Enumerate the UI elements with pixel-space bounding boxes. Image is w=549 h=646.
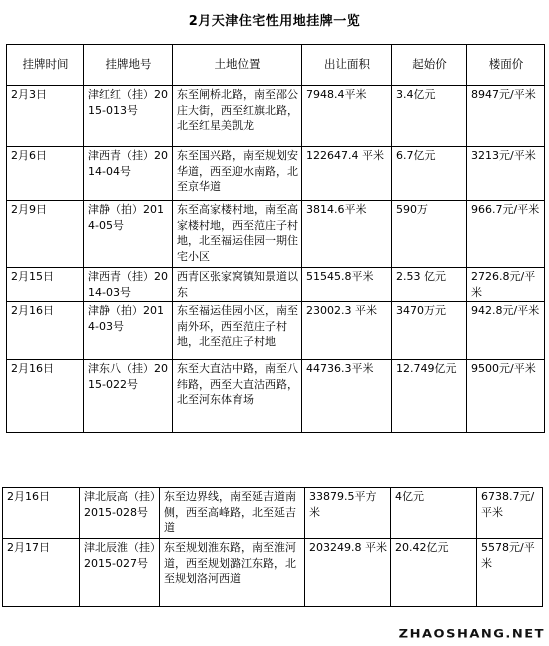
cell-time: 2月16日 bbox=[7, 360, 84, 433]
cell-start-price: 12.749亿元 bbox=[392, 360, 467, 433]
table-row bbox=[7, 268, 545, 302]
cell-lot: 津红红（挂）2015-013号 bbox=[84, 86, 173, 147]
cell-location: 东至国兴路，南至规划安华道，西至迎水南路，北至京华道 bbox=[173, 147, 302, 201]
cell-floor-price: 966.7元/平米 bbox=[467, 201, 545, 268]
table-row bbox=[7, 201, 545, 268]
cell-location: 东至边界线，南至延吉道南侧，西至高峰路，北至延吉道 bbox=[160, 488, 305, 539]
cell-start-price: 3470万元 bbox=[392, 302, 467, 360]
table-row bbox=[7, 302, 545, 360]
cell-time: 2月3日 bbox=[7, 86, 84, 147]
page-title: 2月天津住宅性用地挂牌一览 bbox=[188, 14, 361, 29]
cell-time: 2月15日 bbox=[7, 268, 84, 302]
table-row bbox=[3, 539, 543, 607]
land-listing-table bbox=[6, 44, 545, 433]
cell-time: 2月16日 bbox=[7, 302, 84, 360]
cell-lot: 津西青（挂）2014-03号 bbox=[84, 268, 173, 302]
cell-start-price: 6.7亿元 bbox=[392, 147, 467, 201]
cell-lot: 津北辰淮（挂）2015-027号 bbox=[80, 539, 160, 607]
cell-floor-price: 2726.8元/平米 bbox=[467, 268, 545, 302]
header-floor-price: 楼面价 bbox=[467, 45, 545, 86]
cell-lot: 津东八（挂）2015-022号 bbox=[84, 360, 173, 433]
header-starting-price: 起始价 bbox=[392, 45, 467, 86]
cell-floor-price: 3213元/平米 bbox=[467, 147, 545, 201]
cell-area: 44736.3平米 bbox=[302, 360, 392, 433]
cell-location: 东至大直沽中路，南至八纬路，西至大直沽西路，北至河东体育场 bbox=[173, 360, 302, 433]
land-listing-table-continued bbox=[2, 487, 543, 607]
cell-lot: 津静（拍）2014-03号 bbox=[84, 302, 173, 360]
cell-area: 7948.4平米 bbox=[302, 86, 392, 147]
header-area: 出让面积 bbox=[302, 45, 392, 86]
cell-area: 3814.6平米 bbox=[302, 201, 392, 268]
cell-area: 33879.5平方米 bbox=[305, 488, 391, 539]
cell-time: 2月17日 bbox=[3, 539, 80, 607]
cell-area: 203249.8 平米 bbox=[305, 539, 391, 607]
cell-start-price: 590万 bbox=[392, 201, 467, 268]
cell-floor-price: 6738.7元/平米 bbox=[477, 488, 543, 539]
cell-area: 51545.8平米 bbox=[302, 268, 392, 302]
cell-location: 西青区张家窝镇知景道以东 bbox=[173, 268, 302, 302]
cell-area: 23002.3 平米 bbox=[302, 302, 392, 360]
cell-floor-price: 8947元/平米 bbox=[467, 86, 545, 147]
cell-lot: 津西青（挂）2014-04号 bbox=[84, 147, 173, 201]
cell-time: 2月6日 bbox=[7, 147, 84, 201]
cell-start-price: 4亿元 bbox=[391, 488, 477, 539]
site-watermark: ZHAOSHANG.NET bbox=[398, 628, 545, 641]
cell-start-price: 3.4亿元 bbox=[392, 86, 467, 147]
cell-time: 2月9日 bbox=[7, 201, 84, 268]
table-row bbox=[7, 86, 545, 147]
cell-floor-price: 942.8元/平米 bbox=[467, 302, 545, 360]
cell-start-price: 2.53 亿元 bbox=[392, 268, 467, 302]
cell-time: 2月16日 bbox=[3, 488, 80, 539]
cell-location: 东至闸桥北路，南至邵公庄大街，西至红旗北路，北至红星美凯龙 bbox=[173, 86, 302, 147]
cell-location: 东至福运佳园小区，南至南外环，西至范庄子村地，北至范庄子村地 bbox=[173, 302, 302, 360]
cell-lot: 津北辰高（挂）2015-028号 bbox=[80, 488, 160, 539]
table-row bbox=[7, 147, 545, 201]
table-row bbox=[7, 360, 545, 433]
cell-lot: 津静（拍）2014-05号 bbox=[84, 201, 173, 268]
cell-start-price: 20.42亿元 bbox=[391, 539, 477, 607]
header-lot-number: 挂牌地号 bbox=[84, 45, 173, 86]
cell-floor-price: 5578元/平米 bbox=[477, 539, 543, 607]
cell-location: 东至规划淮东路，南至淮河道，西至规划潞江东路，北至规划洛河西道 bbox=[160, 539, 305, 607]
header-listing-time: 挂牌时间 bbox=[7, 45, 84, 86]
table-row bbox=[3, 488, 543, 539]
cell-area: 122647.4 平米 bbox=[302, 147, 392, 201]
table-header-row bbox=[7, 45, 545, 86]
cell-floor-price: 9500元/平米 bbox=[467, 360, 545, 433]
cell-location: 东至高家楼村地，南至高家楼村地，西至范庄子村地，北至福运佳园一期住宅小区 bbox=[173, 201, 302, 268]
header-land-location: 土地位置 bbox=[173, 45, 302, 86]
